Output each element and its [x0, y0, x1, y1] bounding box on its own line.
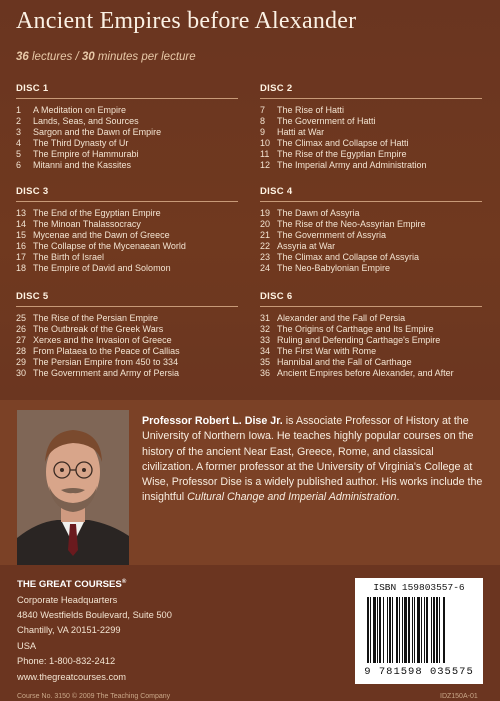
divider [16, 98, 238, 99]
lecture-title: The Minoan Thalassocracy [33, 219, 141, 230]
lecture-title: Ancient Empires before Alexander, and After [277, 368, 454, 379]
lecture-number: 24 [260, 263, 271, 274]
barcode-bar [387, 597, 388, 663]
barcode-bar [377, 597, 378, 663]
lecture-title: The Imperial Army and Administration [277, 160, 427, 171]
lecture-item [16, 346, 238, 357]
lecture-item [16, 368, 238, 379]
barcode-bar [399, 597, 400, 663]
lecture-item [260, 127, 482, 138]
barcode-bar [443, 597, 445, 663]
lecture-title: The Government and Army of Persia [33, 368, 180, 379]
copyright-footer: Course No. 3150 © 2009 The Teaching Company [17, 693, 171, 700]
lecture-item [16, 313, 238, 324]
lecture-item [260, 335, 482, 346]
lecture-number: 6 [16, 160, 22, 171]
lecture-item [260, 149, 482, 160]
lecture-number: 8 [260, 116, 266, 127]
lecture-number: 9 [260, 127, 266, 138]
lecture-title: The Birth of Israel [33, 252, 105, 263]
divider [260, 306, 482, 307]
lecture-item [260, 116, 482, 127]
disc-label: DISC 5 [16, 291, 49, 302]
lecture-title: Hannibal and the Fall of Carthage [277, 357, 412, 368]
lecture-title: Alexander and the Fall of Persia [277, 313, 406, 323]
contact-info [17, 575, 172, 685]
lecture-item [260, 263, 482, 274]
divider [260, 98, 482, 99]
lecture-title: The Rise of the Neo-Assyrian Empire [277, 219, 426, 230]
professor-photo [17, 410, 129, 565]
lecture-list [16, 313, 238, 380]
lecture-title: The Empire of David and Solomon [33, 263, 171, 274]
lecture-item [260, 219, 482, 230]
barcode-bar [431, 597, 432, 663]
professor-bio: Professor Robert L. Dise Jr. is Associate Professor of History at the University of Northern Iowa. He teaches highly popular courses on the history of the ancient Near East, Greece, Rome, and classical civilization. A former professor at the University of Virginia's College at Wise, Professor Dise is a widely published author. His works include the insightful Cultural Change and Imperial Administration. [142, 415, 483, 504]
lecture-item [260, 313, 482, 324]
disc-label: DISC 3 [16, 186, 49, 197]
course-title: Ancient Empires before Alexander [16, 8, 357, 34]
lecture-number: 27 [16, 335, 27, 346]
barcode-bar [370, 597, 371, 663]
lecture-number: 12 [260, 160, 271, 171]
address-line: 4840 Westfields Boulevard, Suite 500 [17, 610, 172, 620]
lecture-item [16, 335, 238, 346]
lecture-title: Mycenae and the Dawn of Greece [33, 230, 170, 241]
barcode-bar [392, 597, 393, 663]
lecture-item [16, 105, 238, 116]
lecture-number: 14 [16, 219, 27, 230]
phone-line: Phone: 1-800-832-2412 [17, 656, 116, 667]
barcode-bar [439, 597, 440, 663]
lecture-list [260, 208, 482, 275]
lecture-title: The Rise of the Egyptian Empire [277, 149, 407, 160]
lecture-number: 16 [16, 241, 27, 252]
lecture-number: 32 [260, 324, 271, 335]
divider [16, 201, 238, 202]
lecture-number: 7 [260, 105, 266, 115]
lecture-title: From Plataea to the Peace of Callias [33, 346, 180, 357]
lecture-number: 1 [16, 105, 22, 115]
barcode-bar [436, 597, 438, 663]
disc-label: DISC 2 [260, 83, 293, 94]
barcode-bar [389, 597, 391, 663]
lecture-title: The Origins of Carthage and Its Empire [277, 324, 434, 335]
barcode-bar [367, 597, 369, 663]
lecture-number: 36 [260, 368, 271, 379]
lecture-title: The Climax and Collapse of Hatti [277, 138, 409, 149]
barcode-box [355, 578, 483, 684]
lecture-title: Mitanni and the Kassites [33, 160, 132, 171]
lecture-number: 2 [16, 116, 22, 127]
lecture-item [260, 252, 482, 263]
lecture-item [16, 230, 238, 241]
lecture-item [260, 324, 482, 335]
lecture-item [260, 230, 482, 241]
lecture-item [260, 357, 482, 368]
lecture-title: The Empire of Hammurabi [33, 149, 139, 160]
lecture-item [16, 263, 238, 274]
lecture-number: 23 [260, 252, 271, 263]
lecture-title: The Rise of Hatti [277, 105, 345, 115]
lecture-item [16, 138, 238, 149]
lecture-title: The Dawn of Assyria [277, 208, 360, 218]
lecture-title: The Neo-Babylonian Empire [277, 263, 391, 274]
lecture-title: The Collapse of the Mycenaean World [33, 241, 186, 252]
address-line: USA [17, 640, 37, 651]
lecture-number: 10 [260, 138, 271, 149]
barcode-bar [417, 597, 420, 663]
lecture-item [260, 368, 482, 379]
lecture-title: The Government of Assyria [277, 230, 387, 241]
lecture-number: 5 [16, 149, 22, 160]
barcode-bar [383, 597, 384, 663]
barcode-bars [367, 597, 471, 663]
lecture-number: 35 [260, 357, 271, 368]
lecture-number: 15 [16, 230, 27, 241]
lecture-item [260, 241, 482, 252]
lecture-number: 31 [260, 313, 271, 323]
barcode-bar [379, 597, 381, 663]
barcode-bar [408, 597, 410, 663]
lecture-title: Lands, Seas, and Sources [33, 116, 139, 127]
isbn-text: ISBN 159803557-6 [373, 582, 465, 593]
lecture-item [16, 160, 238, 171]
product-code: IDZ150A-01 [440, 693, 478, 700]
lecture-title: The Climax and Collapse of Assyria [277, 252, 420, 263]
barcode-bar [396, 597, 398, 663]
lecture-number: 34 [260, 346, 271, 357]
disc-label: DISC 1 [16, 83, 49, 94]
lecture-title: The End of the Egyptian Empire [33, 208, 161, 218]
lecture-item [16, 357, 238, 368]
divider [260, 201, 482, 202]
barcode-bar [421, 597, 422, 663]
ean-number: 9 781598 035575 [364, 666, 474, 678]
lecture-item [260, 105, 482, 116]
website-link[interactable]: www.thegreatcourses.com [17, 671, 127, 682]
lecture-title: The Outbreak of the Greek Wars [33, 324, 164, 335]
lecture-list [16, 105, 238, 172]
lecture-number: 4 [16, 138, 22, 149]
lecture-number: 21 [260, 230, 271, 241]
lecture-item [260, 138, 482, 149]
lecture-number: 11 [260, 149, 270, 160]
lecture-title: Xerxes and the Invasion of Greece [33, 335, 172, 346]
lecture-title: The Third Dynasty of Ur [33, 138, 129, 149]
barcode-bar [373, 597, 376, 663]
lecture-title: The Persian Empire from 450 to 334 [33, 357, 179, 368]
lecture-item [16, 241, 238, 252]
lecture-number: 33 [260, 335, 271, 346]
barcode-bar [414, 597, 415, 663]
lecture-number: 20 [260, 219, 271, 230]
lecture-title: Sargon and the Dawn of Empire [33, 127, 162, 138]
brand-name: THE GREAT COURSES® [17, 579, 127, 591]
divider [16, 306, 238, 307]
lecture-number: 19 [260, 208, 271, 218]
lecture-item [16, 219, 238, 230]
lecture-number: 26 [16, 324, 27, 335]
lecture-number: 17 [16, 252, 27, 263]
lecture-item [16, 149, 238, 160]
disc-label: DISC 6 [260, 291, 293, 302]
disc-3 [16, 186, 238, 275]
contact-line: Corporate Headquarters [17, 594, 118, 605]
lecture-list [260, 105, 482, 172]
lecture-list [260, 313, 482, 380]
disc-label: DISC 4 [260, 186, 293, 197]
disc-4 [260, 186, 482, 275]
lecture-number: 30 [16, 368, 27, 379]
lecture-item [260, 160, 482, 171]
lecture-title: Hatti at War [277, 127, 325, 138]
lecture-title: Ruling and Defending Carthage's Empire [277, 335, 441, 346]
disc-5 [16, 291, 238, 380]
book-title: Cultural Change and Imperial Administration [187, 491, 397, 504]
lecture-item [260, 208, 482, 219]
lecture-item [16, 208, 238, 219]
lecture-title: The Rise of the Persian Empire [33, 313, 159, 323]
disc-1 [16, 83, 238, 172]
lecture-number: 13 [16, 208, 27, 218]
lecture-title: The Government of Hatti [277, 116, 376, 127]
lecture-number: 18 [16, 263, 27, 274]
lecture-number: 29 [16, 357, 27, 368]
lecture-item [16, 252, 238, 263]
lecture-number: 25 [16, 313, 27, 323]
barcode-bar [402, 597, 403, 663]
address-line: Chantilly, VA 20151-2299 [17, 625, 121, 636]
barcode-bar [404, 597, 407, 663]
lecture-number: 22 [260, 241, 271, 252]
lecture-title: A Meditation on Empire [33, 105, 127, 115]
lecture-item [16, 116, 238, 127]
disc-2 [260, 83, 482, 172]
lecture-item [16, 324, 238, 335]
professor-name: Professor Robert L. Dise Jr. [142, 415, 283, 427]
lecture-number: 28 [16, 346, 27, 357]
barcode-bar [424, 597, 425, 663]
disc-6 [260, 291, 482, 380]
barcode-bar [433, 597, 435, 663]
barcode-bar [426, 597, 428, 663]
barcode-bar [412, 597, 413, 663]
lecture-item [260, 346, 482, 357]
lecture-title: Assyria at War [277, 241, 336, 252]
lecture-list [16, 208, 238, 275]
lecture-number: 3 [16, 127, 22, 138]
lecture-item [16, 127, 238, 138]
lecture-title: The First War with Rome [277, 346, 377, 357]
course-subtitle: 36 lectures / 30 minutes per lecture [16, 51, 196, 63]
